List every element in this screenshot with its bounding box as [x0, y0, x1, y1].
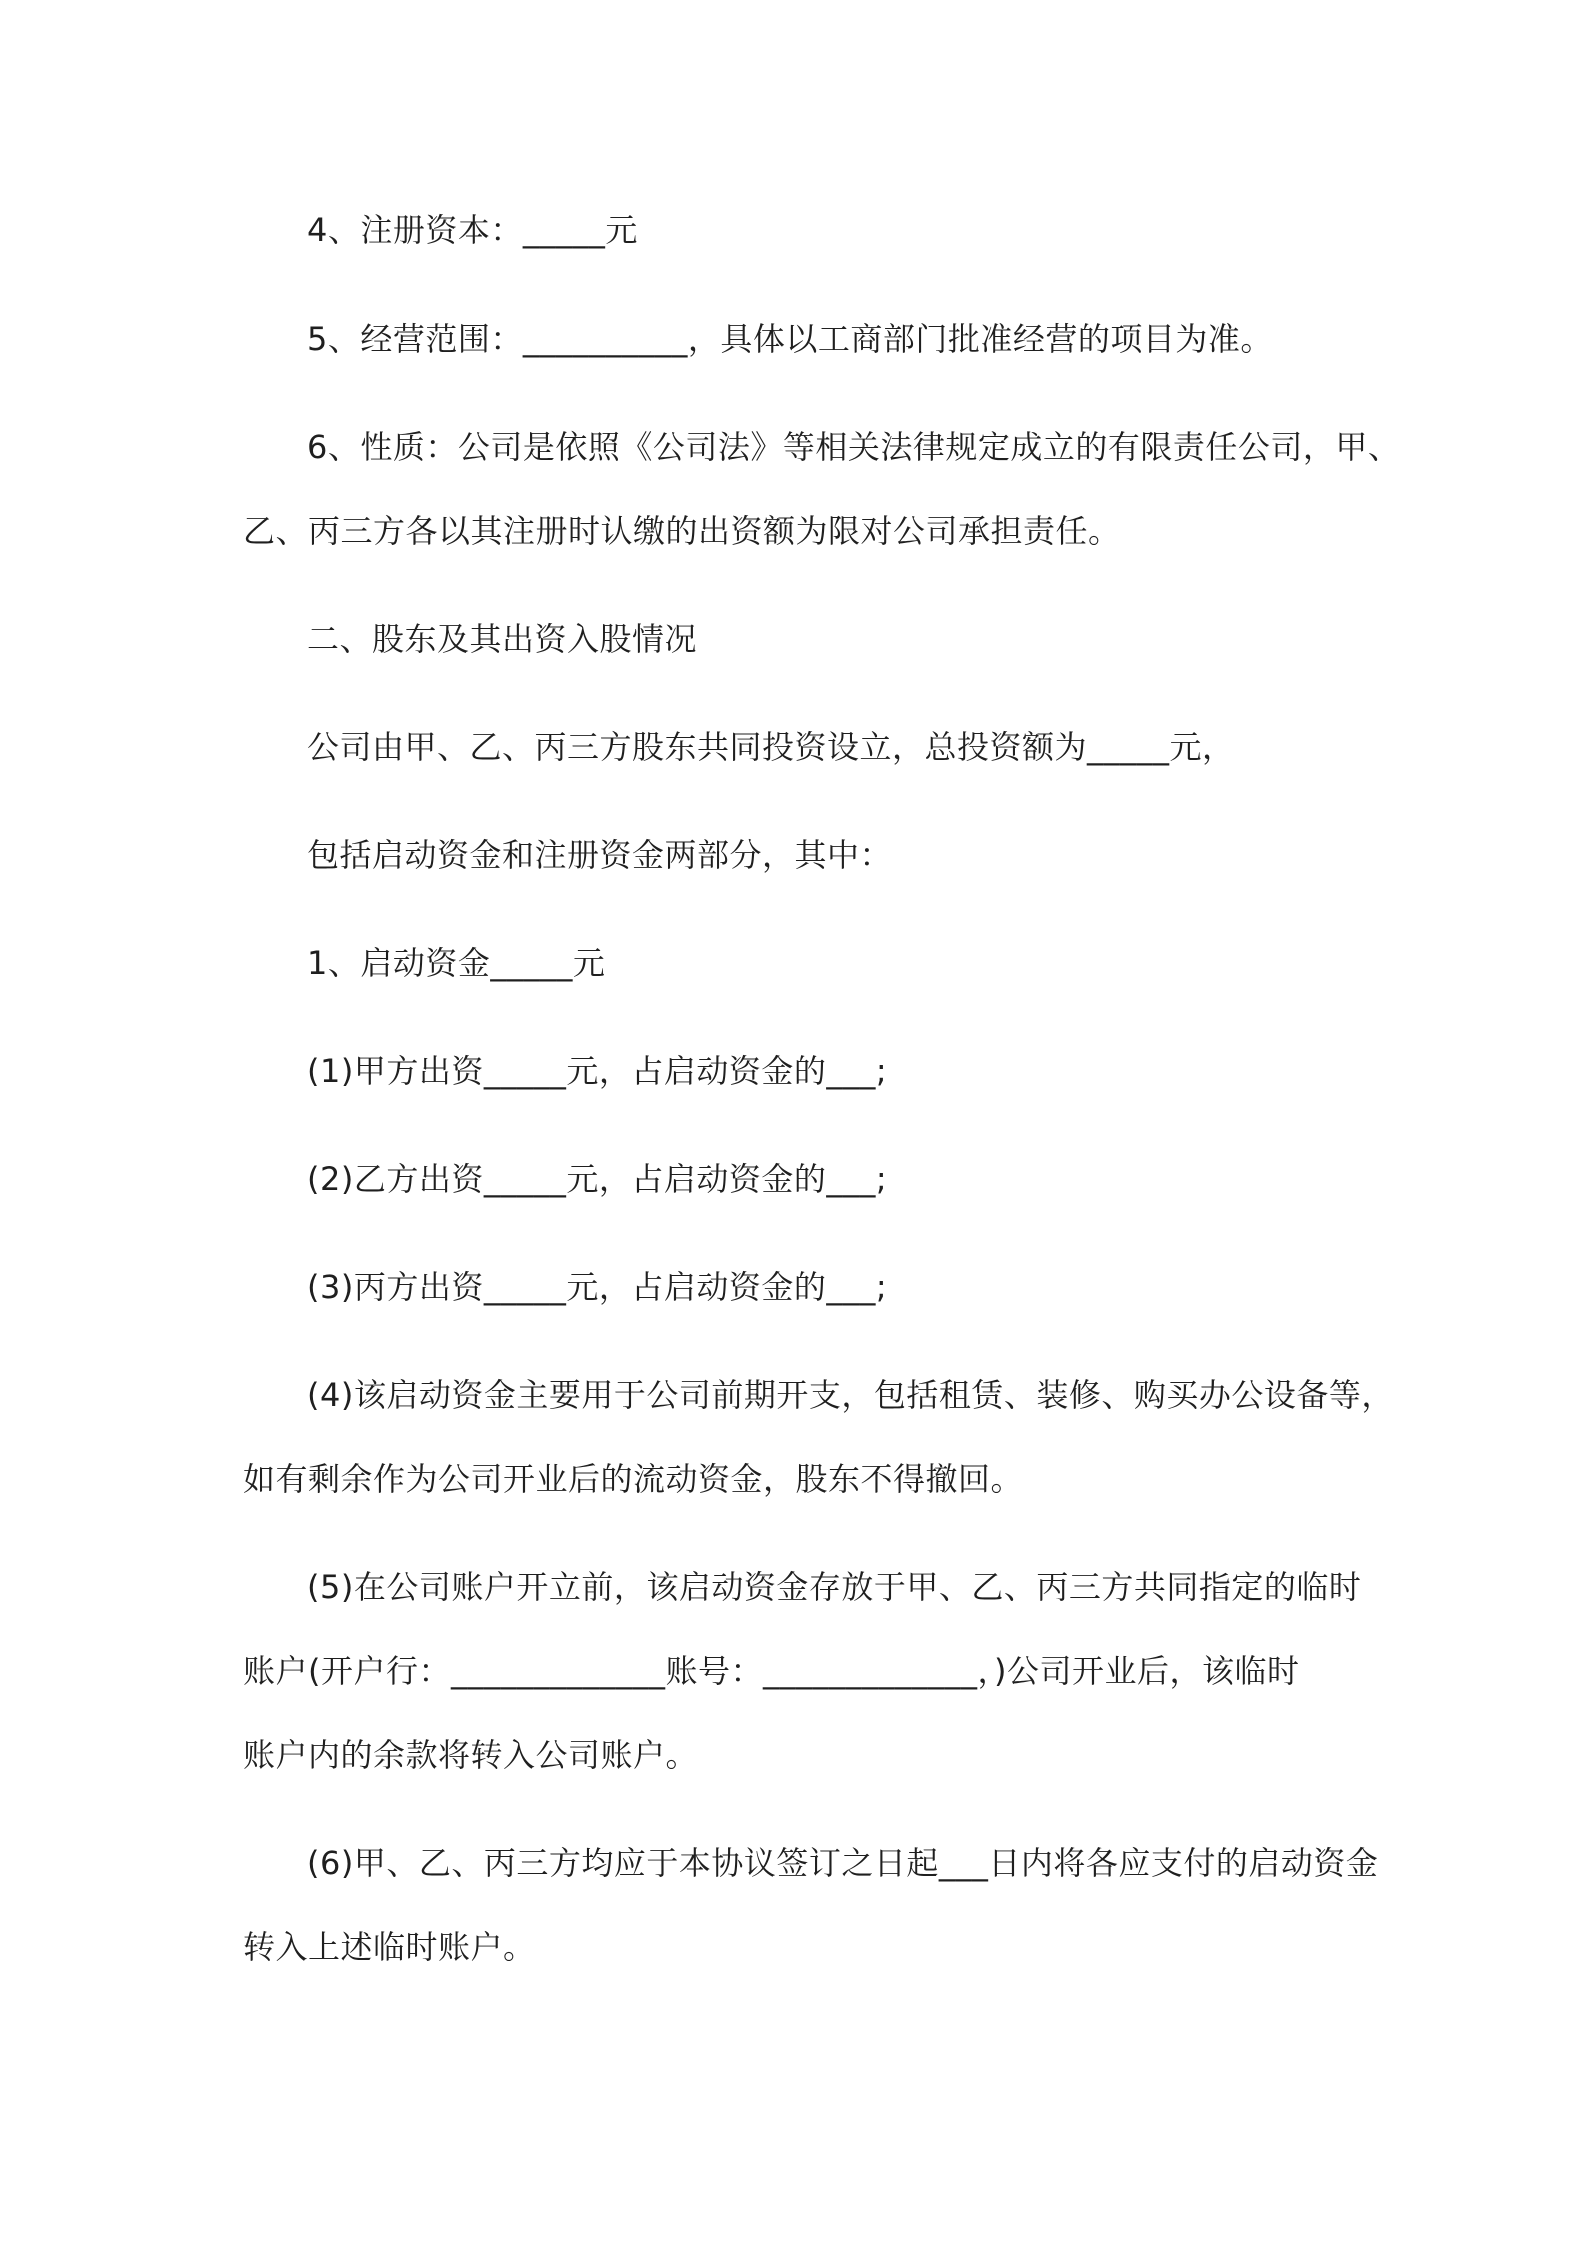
item-4-line-1: (4)该启动资金主要用于公司前期开支，包括租赁、装修、购买办公设备等，: [307, 1376, 1394, 1414]
clause-nature-line-1: 6、性质：公司是依照《公司法》等相关法律规定成立的有限责任公司，甲、: [307, 428, 1401, 466]
item-5-line-2: 账户(开户行：_____________账号：_____________，)公司开业后，该临时: [243, 1652, 1300, 1690]
clause-registered-capital: 4、注册资本：_____元: [307, 211, 638, 249]
item-party-b-contribution: (2)乙方出资_____元，占启动资金的___;: [307, 1160, 888, 1198]
item-party-a-contribution: (1)甲方出资_____元，占启动资金的___;: [307, 1052, 888, 1090]
item-5-line-3: 账户内的余款将转入公司账户。: [243, 1736, 699, 1774]
clause-startup-capital: 1、启动资金_____元: [307, 944, 606, 982]
item-6-line-2: 转入上述临时账户。: [243, 1928, 536, 1966]
clause-nature-line-2: 乙、丙三方各以其注册时认缴的出资额为限对公司承担责任。: [243, 512, 1121, 550]
paragraph-capital-parts: 包括启动资金和注册资金两部分，其中：: [307, 836, 893, 874]
paragraph-total-investment: 公司由甲、乙、丙三方股东共同投资设立，总投资额为_____元，: [307, 728, 1235, 766]
clause-business-scope: 5、经营范围：__________，具体以工商部门批准经营的项目为准。: [307, 320, 1273, 358]
item-4-line-2: 如有剩余作为公司开业后的流动资金，股东不得撤回。: [243, 1460, 1024, 1498]
item-party-c-contribution: (3)丙方出资_____元，占启动资金的___;: [307, 1268, 888, 1306]
section-heading-shareholders: 二、股东及其出资入股情况: [307, 620, 698, 658]
item-5-line-1: (5)在公司账户开立前，该启动资金存放于甲、乙、丙三方共同指定的临时: [307, 1568, 1362, 1606]
item-6-line-1: (6)甲、乙、丙三方均应于本协议签订之日起___日内将各应支付的启动资金: [307, 1844, 1379, 1882]
